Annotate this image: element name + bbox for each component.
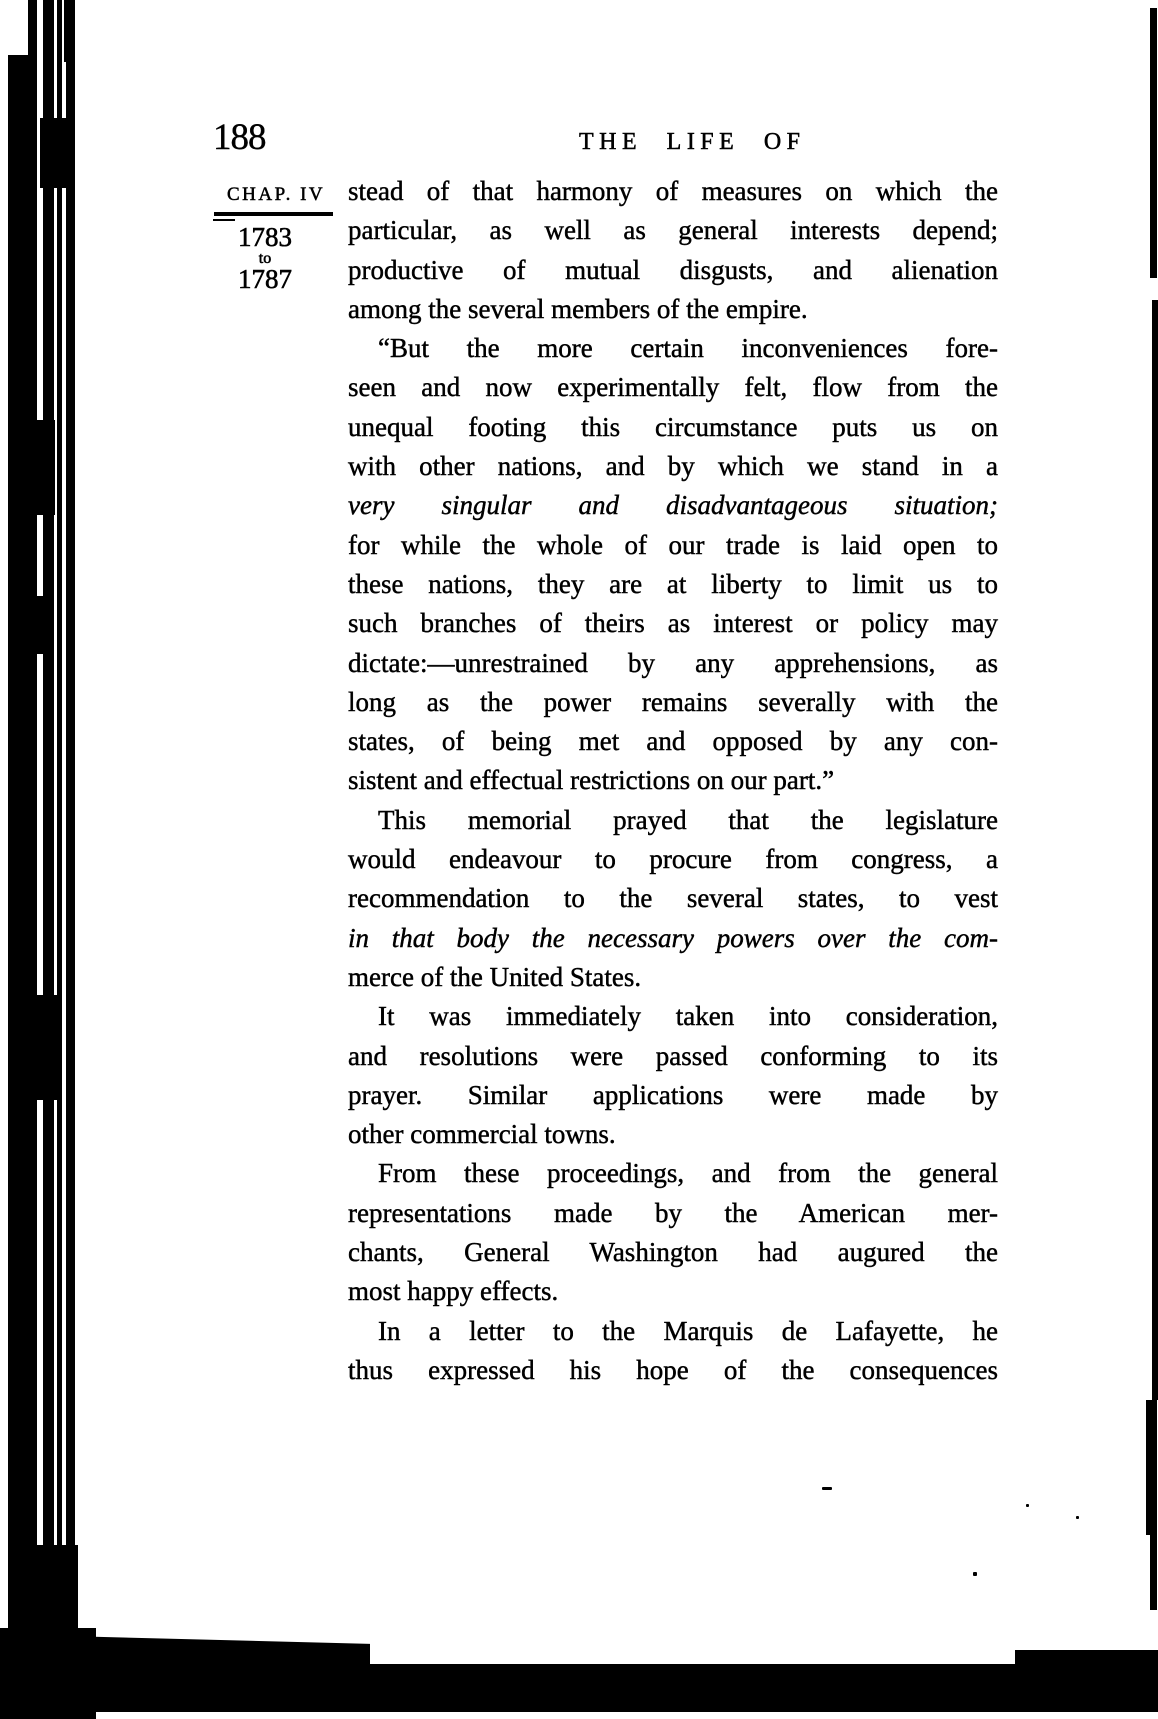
body-line: with other nations, and by which we stand in a xyxy=(348,451,998,482)
gutter-stripe xyxy=(28,0,37,57)
gutter-stripe xyxy=(66,60,75,1690)
body-line: seen and now experimentally felt, flow from the xyxy=(348,372,998,403)
body-line: recommendation to the several states, to vest xyxy=(348,883,998,914)
gutter-stripe xyxy=(8,55,37,1689)
body-line: “But the more certain inconveniences fore- xyxy=(378,333,998,364)
running-title: THE LIFE OF xyxy=(579,129,806,155)
body-line: chants, General Washington had augured the xyxy=(348,1237,998,1268)
body-line: In a letter to the Marquis de Lafayette, he xyxy=(378,1315,998,1346)
body-line: would endeavour to procure from congress, a xyxy=(348,844,998,875)
body-text xyxy=(348,172,998,1390)
body-line: This memorial prayed that the legislature xyxy=(378,804,998,835)
body-line: productive of mutual disgusts, and alienation xyxy=(348,254,998,285)
body-line: and resolutions were passed conforming to its xyxy=(348,1040,998,1071)
body-line: long as the power remains severally with the xyxy=(348,686,998,717)
body-line: most happy effects. xyxy=(348,1276,559,1307)
edge-segment xyxy=(1146,1400,1157,1535)
date-to: 1787 xyxy=(238,264,292,294)
body-line: It was immediately taken into consideration, xyxy=(378,1001,998,1032)
body-line: other commercial towns. xyxy=(348,1119,616,1150)
body-line: stead of that harmony of measures on which the xyxy=(348,176,998,206)
gutter-stripe xyxy=(37,596,46,654)
edge-segment xyxy=(1152,300,1158,1400)
body-line: very singular and disadvantageous situation; xyxy=(348,490,998,521)
band-segment xyxy=(0,1664,1158,1712)
band-segment xyxy=(1015,1650,1158,1675)
body-line: among the several members of the empire. xyxy=(348,293,808,324)
edge-segment xyxy=(1150,8,1157,278)
margin-date-range xyxy=(206,224,324,293)
body-line: dictate:—unrestrained by any apprehensions, as xyxy=(348,647,998,678)
body-line: unequal footing this circumstance puts us on xyxy=(348,411,998,442)
chapter-label: CHAP. IV xyxy=(227,184,326,205)
ink-speck xyxy=(973,1572,977,1576)
body-line: thus expressed his hope of the consequences xyxy=(348,1354,998,1385)
body-line: such branches of theirs as interest or policy may xyxy=(348,608,998,639)
page-number: 188 xyxy=(213,117,266,158)
body-line: merce of the United States. xyxy=(348,961,642,992)
body-line: particular, as well as general interests depend; xyxy=(348,215,998,246)
gutter-stripe xyxy=(10,420,55,515)
body-line: sistent and effectual restrictions on our part.” xyxy=(348,765,835,796)
gutter-stripe xyxy=(8,995,62,1100)
body-line: states, of being met and opposed by any con- xyxy=(348,726,998,757)
body-line: these nations, they are at liberty to limit us to xyxy=(348,568,998,599)
ink-speck xyxy=(1026,1504,1029,1507)
ink-speck xyxy=(1076,1516,1079,1519)
body-line: in that body the necessary powers over the com- xyxy=(348,922,998,953)
edge-segment xyxy=(1150,1535,1157,1610)
body-line: From these proceedings, and from the general xyxy=(378,1158,998,1189)
margin-rule-dash xyxy=(213,219,235,221)
body-line: representations made by the American mer- xyxy=(348,1197,998,1228)
ink-speck xyxy=(822,1487,832,1490)
date-from: 1783 xyxy=(238,222,292,252)
body-line: for while the whole of our trade is laid open to xyxy=(348,529,998,560)
body-line: prayer. Similar applications were made by xyxy=(348,1079,998,1110)
date-connector: to xyxy=(258,250,272,267)
margin-rule xyxy=(214,212,333,216)
gutter-stripe xyxy=(40,118,75,188)
gutter-stripe xyxy=(43,0,54,1692)
gutter-stripe xyxy=(64,0,75,62)
gutter-stripe xyxy=(57,0,62,1688)
